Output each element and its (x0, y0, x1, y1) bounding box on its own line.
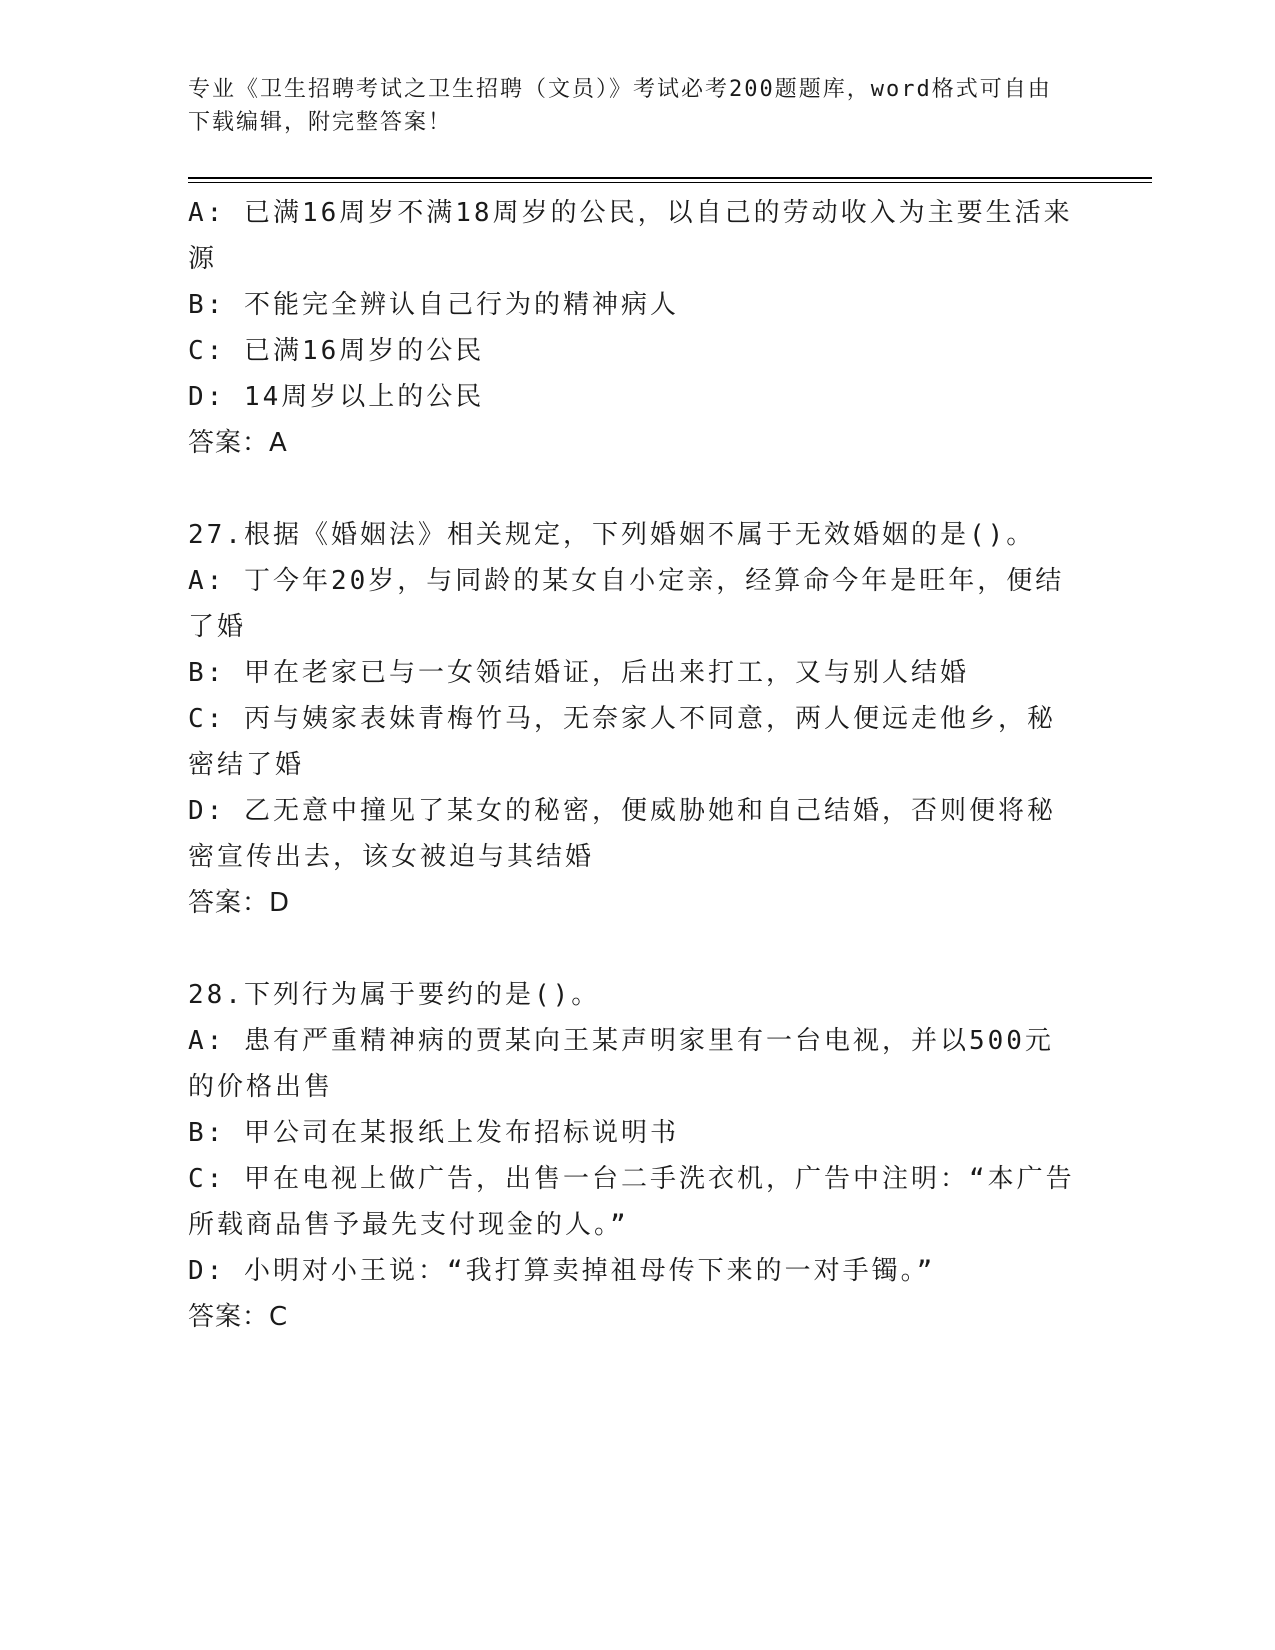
spacer (188, 466, 1078, 512)
question-block-28 (188, 972, 1078, 1340)
option-a: A: 患有严重精神病的贾某向王某声明家里有一台电视，并以500元的价格出售 (188, 1026, 1054, 1102)
option-d: D: 14周岁以上的公民 (188, 382, 485, 412)
answer: 答案：A (188, 428, 288, 458)
option-d: D: 乙无意中撞见了某女的秘密，便威胁她和自己结婚，否则便将秘密宣传出去，该女被迫与其结婚 (188, 796, 1056, 872)
question-block-26 (188, 190, 1078, 466)
header-rule-thin (188, 182, 1152, 183)
question-content (188, 190, 1078, 1340)
option-c: C: 甲在电视上做广告，出售一台二手洗衣机，广告中注明：“本广告所载商品售予最先支付现金的人。” (188, 1164, 1075, 1240)
option-b: B: 甲在老家已与一女领结婚证，后出来打工，又与别人结婚 (188, 658, 969, 688)
option-d: D: 小明对小王说：“我打算卖掉祖母传下来的一对手镯。” (188, 1256, 936, 1286)
question-block-27 (188, 512, 1078, 926)
question-text: 28.下列行为属于要约的是()。 (188, 980, 601, 1010)
page-header: 专业《卫生招聘考试之卫生招聘（文员）》考试必考200题题库，word格式可自由下载编辑，附完整答案！ (188, 77, 1052, 135)
question-text: 27.根据《婚姻法》相关规定，下列婚姻不属于无效婚姻的是()。 (188, 520, 1036, 550)
option-c: C: 丙与姨家表妹青梅竹马，无奈家人不同意，两人便远走他乡，秘密结了婚 (188, 704, 1056, 780)
option-a: A: 已满16周岁不满18周岁的公民，以自己的劳动收入为主要生活来源 (188, 198, 1073, 274)
option-b: B: 甲公司在某报纸上发布招标说明书 (188, 1118, 679, 1148)
option-b: B: 不能完全辨认自己行为的精神病人 (188, 290, 679, 320)
option-c: C: 已满16周岁的公民 (188, 336, 485, 366)
spacer (188, 926, 1078, 972)
answer: 答案：C (188, 1302, 289, 1332)
header-rule-thick (188, 177, 1152, 179)
option-a: A: 丁今年20岁，与同龄的某女自小定亲，经算命今年是旺年，便结了婚 (188, 566, 1065, 642)
answer: 答案：D (188, 888, 291, 918)
